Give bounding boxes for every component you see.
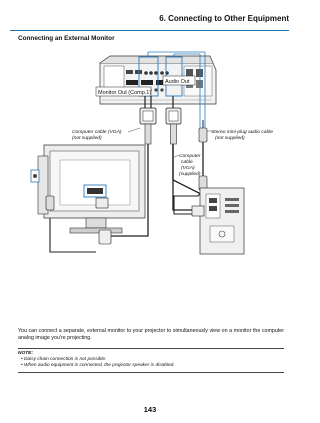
body-paragraph: You can connect a separate, external monitor to your projector to simultaneously view on a monitor the computer analog image you’re projecting.	[18, 328, 284, 342]
supplied-cable-label-line3: (VGA)	[181, 166, 195, 171]
computer-cable-label-line2: (not supplied)	[72, 136, 102, 141]
computer-cable-label-line1: Computer cable (VGA)	[72, 130, 122, 135]
supplied-cable-label-line1: Computer	[179, 154, 201, 159]
note-item-text: Daisy chain connection is not possible.	[24, 357, 107, 362]
section-title: Connecting an External Monitor	[18, 35, 115, 42]
vga-plug-projector-side	[140, 108, 156, 144]
computer-illustration	[192, 188, 244, 254]
note-item: • When audio equipment is connected, the projector speaker is disabled.	[21, 363, 175, 368]
stereo-cable-label-line2: (not supplied)	[215, 136, 245, 141]
page-number: 143	[143, 405, 157, 414]
audio-plug-monitor-side	[46, 196, 54, 210]
monitor-out-label: Monitor Out (Comp.1)	[98, 89, 152, 96]
external-monitor-illustration	[31, 145, 145, 233]
stereo-cable-label-line1: Stereo mini-plug audio cable	[211, 130, 273, 135]
audio-out-label: Audio Out	[165, 78, 190, 85]
supplied-cable-label-line2: cable	[181, 160, 193, 165]
note-item: • Daisy chain connection is not possible.	[21, 357, 107, 362]
note-item-text: When audio equipment is connected, the projector speaker is disabled.	[24, 363, 175, 368]
chapter-title: 6. Connecting to Other Equipment	[159, 14, 289, 23]
note-box	[18, 348, 284, 373]
supplied-cable-label-line4: (supplied)	[179, 172, 201, 177]
note-heading: NOTE:	[18, 351, 33, 356]
vga-plug-supplied-top	[166, 108, 181, 144]
